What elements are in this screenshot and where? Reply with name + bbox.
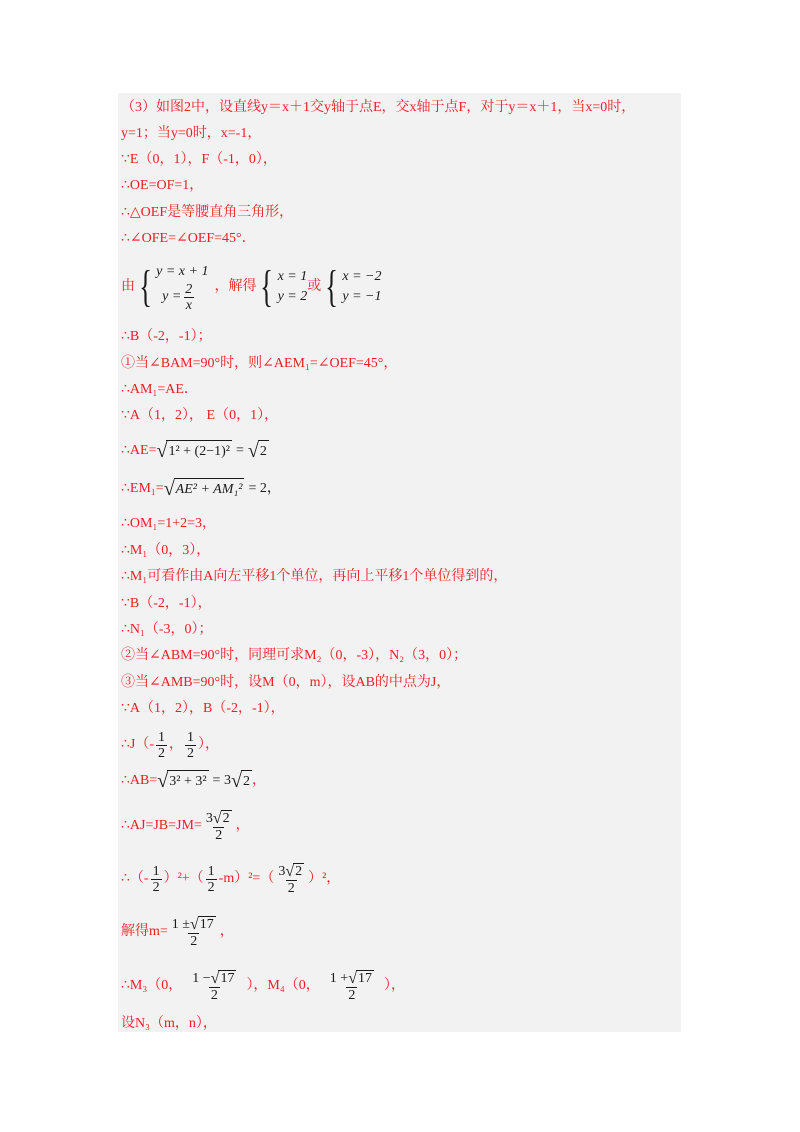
line-26: 解得m= 1 ± √ 17 2 ，: [121, 915, 234, 949]
line-22-suffix: ），: [198, 737, 220, 752]
line-3-text: ∵E（0，1），F（-1，0），: [121, 152, 277, 167]
line-9: [121, 356, 397, 372]
line-25-d: ）²，: [308, 871, 341, 886]
system1-den: x: [185, 297, 192, 313]
brace-icon: {: [260, 262, 274, 311]
line-24-prefix: ∴AJ=JB=JM=: [121, 818, 202, 833]
radicand-ae-result: 2: [258, 440, 269, 462]
line-27-b: ），M₄（0，: [246, 978, 320, 993]
frac-m3-den: 2: [210, 987, 218, 1003]
line-12: [121, 436, 269, 466]
brace-icon: {: [139, 262, 152, 311]
frac-eq2-den: 2: [207, 879, 215, 895]
radicand-em1: AE² + AM₁²: [174, 478, 245, 500]
line-15: [121, 543, 210, 559]
line-22: [121, 728, 219, 762]
radical-ae: √ 1² + (2−1)²: [156, 440, 230, 462]
frac-eq3-den: 2: [287, 880, 295, 896]
line-10: [121, 382, 198, 398]
brace-icon: {: [325, 262, 339, 311]
system2-row1: x = 1: [277, 269, 308, 284]
frac-aj-rad: 2: [222, 810, 230, 826]
line-8-text: ∴B（-2，-1）；: [121, 329, 212, 344]
line-26-suffix: ，: [219, 924, 234, 939]
line-13: [121, 474, 281, 504]
frac-j1-den: 2: [158, 745, 166, 761]
line-25-b: ）²+（: [163, 871, 204, 886]
line-5-text: ∴△OEF是等腰直角三角形，: [121, 205, 294, 220]
line-15-text: ∴M₁（0，3），: [121, 543, 211, 558]
system3-row1: x = −2: [342, 269, 382, 284]
line-7-mid: ，解得: [214, 279, 257, 294]
line-11-text: ∵A（1，2）， E（0，1），: [121, 408, 279, 423]
line-25: ∴（- $\frac{1}{2}$ ）²+（ $\frac{1}{2}$ -m）²=（ 3 √ 2 2 ）²，: [121, 862, 341, 896]
equation-system-2: [256, 262, 308, 311]
line-16-text: ∴M₁可看作由A向左平移1个单位，再向上平移1个单位得到的，: [121, 569, 508, 584]
radical-ae-result: √ 2: [247, 440, 267, 462]
line-23-suffix: ，: [251, 773, 266, 788]
frac-eq3-rad: 2: [295, 863, 303, 879]
system3-row2: y = −1: [342, 289, 382, 304]
line-7-prefix: 由: [121, 279, 135, 294]
frac-j2-den: 2: [187, 745, 195, 761]
equation-system-3: [321, 262, 382, 311]
line-22-comma: ，: [169, 737, 184, 752]
line-27-a: ∴M₃（0，: [121, 978, 183, 993]
line-9-text: ①当∠BAM=90°时，则∠AEM₁=∠OEF=45°，: [121, 356, 398, 371]
line-8: [121, 329, 212, 345]
frac-j1-num: 1: [158, 729, 166, 745]
line-18: [121, 622, 213, 638]
radicand-ae: 1² + (2−1)²: [166, 440, 232, 462]
line-16: [121, 569, 507, 585]
line-24-suffix: ，: [235, 818, 250, 833]
frac-j2-num: 1: [187, 729, 195, 745]
frac-m4-num: 1 +: [329, 970, 349, 986]
line-7-system: [121, 258, 381, 316]
equation-system-1: [135, 262, 208, 313]
line-11: [121, 408, 278, 424]
line-14: [121, 516, 216, 532]
line-6: [121, 231, 256, 247]
line-18-text: ∴N₁（-3，0）；: [121, 622, 213, 637]
frac-eq2-num: 1: [207, 863, 215, 879]
line-17-text: ∵B（-2，-1），: [121, 596, 212, 611]
line-4-text: ∴OE=OF=1，: [121, 178, 204, 193]
line-12-prefix: ∴AE=: [121, 443, 157, 458]
radical-ab-result: √ 2: [230, 770, 250, 792]
line-28-text: 设N₃（m，n），: [121, 1016, 217, 1031]
frac-m-num: 1 ±: [171, 916, 190, 932]
line-4: [121, 178, 203, 194]
line-23: [121, 766, 266, 796]
line-12-eq: =: [235, 443, 244, 458]
line-2: [121, 126, 261, 142]
line-28: [121, 1016, 217, 1032]
line-21-text: ∵A（1，2），B（-2，-1），: [121, 701, 285, 716]
line-22-prefix: ∴J（-: [121, 737, 155, 752]
frac-m4-den: 2: [348, 987, 356, 1003]
line-21: [121, 701, 285, 717]
frac-m3-num: 1 −: [192, 970, 211, 986]
system1-row1: y = x + 1: [156, 263, 209, 279]
frac-m-rad: 17: [199, 916, 214, 932]
line-13-prefix: ∴EM₁=: [121, 481, 164, 496]
line-20: [121, 675, 450, 691]
radical-em1: √ AE² + AM₁²: [163, 478, 243, 500]
system1-row2: [162, 282, 208, 313]
line-19-text: ②当∠ABM=90°时，同理可求M₂（0，-3），N₂（3，0）；: [121, 648, 468, 663]
system1-num: 2: [185, 281, 193, 297]
line-27: ∴M₃（0， 1 − √ 17 2 ），M₄（0， 1 + √ 17 2 ），: [121, 969, 405, 1003]
frac-m3-rad: 17: [220, 970, 235, 986]
line-2-text: y=1；当y=0时，x=-1，: [121, 126, 262, 141]
line-6-text: ∴∠OFE=∠OEF=45°．: [121, 231, 256, 246]
frac-m4-rad: 17: [357, 970, 372, 986]
line-25-c: -m）²=（: [218, 871, 275, 886]
line-14-text: ∴OM₁=1+2=3，: [121, 516, 217, 531]
system2-row2: y = 2: [277, 289, 308, 304]
frac-m-den: 2: [190, 933, 198, 949]
line-10-text: ∴AM₁=AE．: [121, 382, 198, 397]
line-27-c: ），: [383, 978, 405, 993]
line-1-text: （3）如图2中，设直线y＝x＋1交y轴于点E，交x轴于点F，对于y＝x＋1，当x=0时，: [121, 100, 636, 115]
line-3: [121, 152, 277, 168]
radicand-ab: 3² + 3²: [167, 770, 208, 792]
line-24: ∴AJ=JB=JM= 3 √ 2 2 ，: [121, 809, 250, 843]
radical-ab: √ 3² + 3²: [157, 770, 207, 792]
line-1: [121, 100, 635, 116]
frac-eq1-num: 1: [152, 863, 160, 879]
line-17: [121, 596, 212, 612]
frac-eq1-den: 2: [152, 879, 160, 895]
system1-row2-left: y =: [162, 289, 182, 304]
radicand-ab-result: 2: [241, 770, 252, 792]
line-19: [121, 648, 467, 664]
frac-aj-coef: 3: [205, 810, 213, 826]
line-25-a: ∴（-: [121, 871, 149, 886]
line-5: [121, 205, 293, 221]
line-23-eq: = 3: [212, 773, 231, 788]
line-20-text: ③当∠AMB=90°时，设M（0，m），设AB的中点为J，: [121, 675, 451, 690]
line-23-prefix: ∴AB=: [121, 773, 158, 788]
frac-eq3-coef: 3: [278, 863, 286, 879]
frac-aj-den: 2: [215, 827, 223, 843]
line-13-eq: = 2，: [248, 481, 281, 496]
line-26-prefix: 解得m=: [121, 924, 168, 939]
line-7-or: 或: [307, 279, 322, 294]
